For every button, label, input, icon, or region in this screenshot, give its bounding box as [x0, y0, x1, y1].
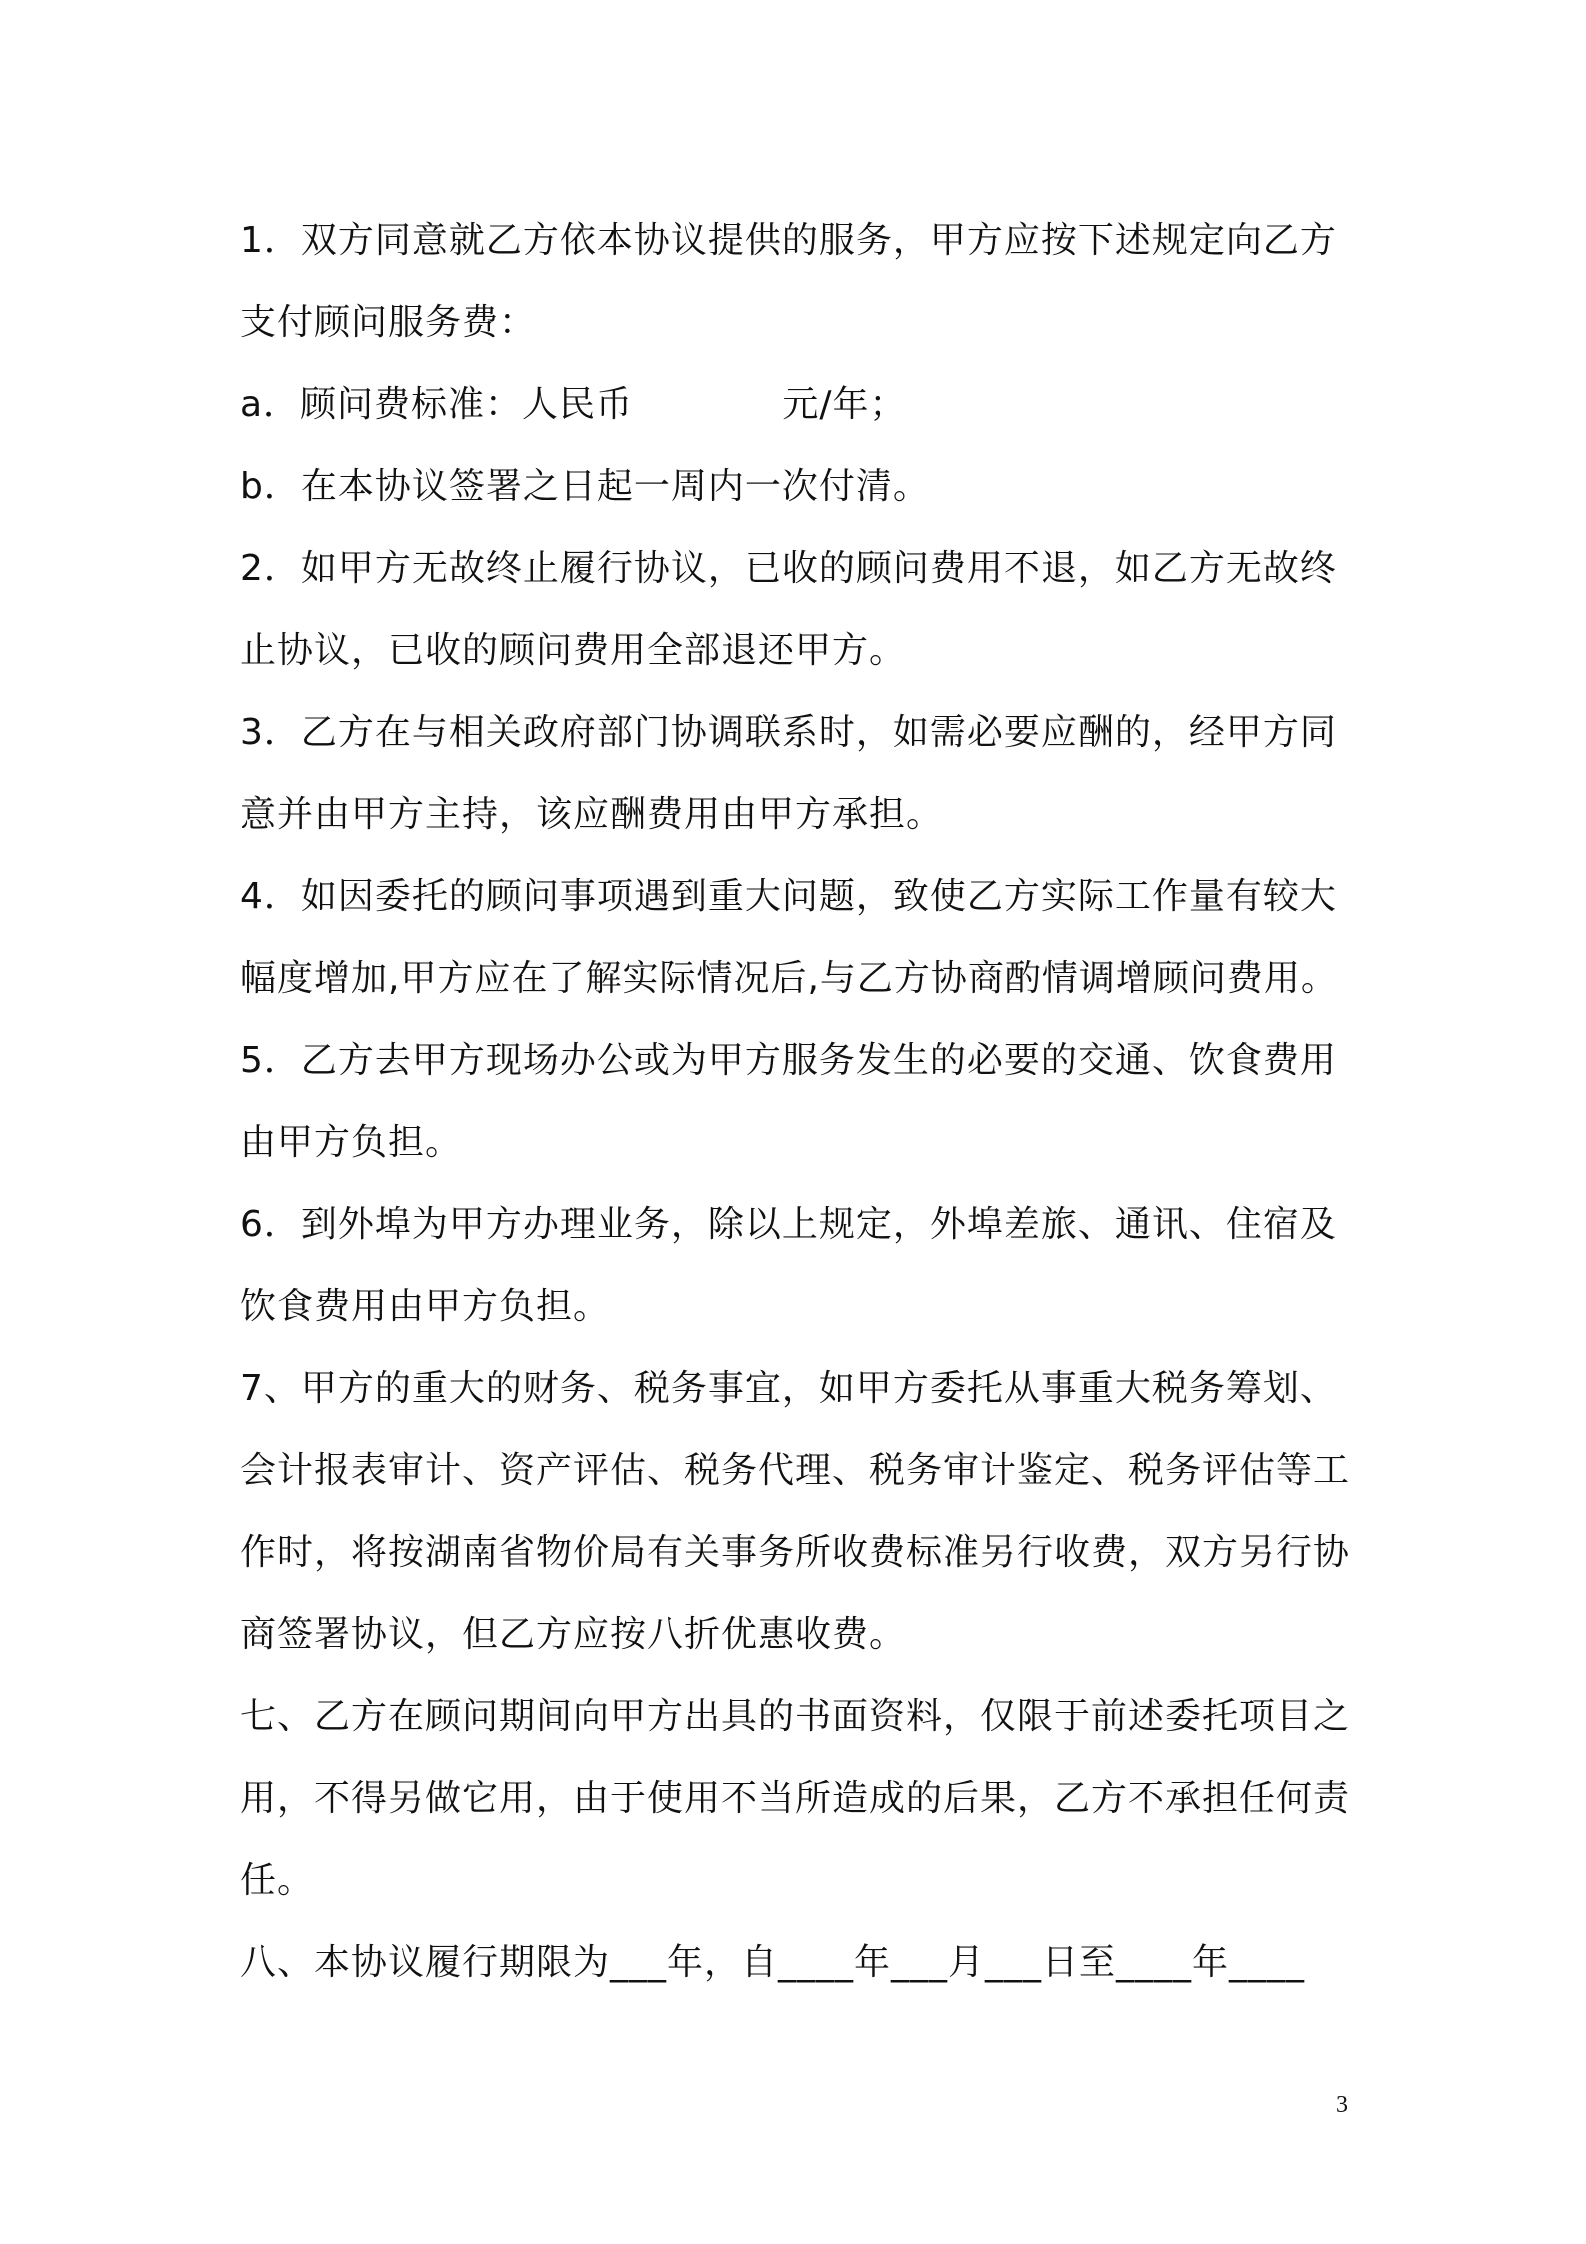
text-line: 作时，将按湖南省物价局有关事务所收费标准另行收费，双方另行协	[240, 1532, 1351, 1573]
text-line: 止协议，已收的顾问费用全部退还甲方。	[240, 630, 907, 671]
text-line: 由甲方负担。	[240, 1122, 463, 1163]
text-line: b．在本协议签署之日起一周内一次付清。	[240, 466, 930, 507]
text-line: 7、甲方的重大的财务、税务事宜，如甲方委托从事重大税务筹划、	[240, 1368, 1337, 1409]
text-line: 4．如因委托的顾问事项遇到重大问题，致使乙方实际工作量有较大	[240, 876, 1337, 917]
document-body	[240, 200, 1360, 2004]
text-line: 幅度增加,甲方应在了解实际情况后,与乙方协商酌情调增顾问费用。	[240, 958, 1338, 999]
text-line: 八、本协议履行期限为___年，自____年___月___日至____年____	[240, 1942, 1306, 1983]
text-line: 任。	[240, 1860, 315, 1901]
text-line: 七、乙方在顾问期间向甲方出具的书面资料，仅限于前述委托项目之	[240, 1696, 1351, 1737]
text-line: 1．双方同意就乙方依本协议提供的服务，甲方应按下述规定向乙方	[240, 220, 1337, 261]
text-line: 用，不得另做它用，由于使用不当所造成的后果，乙方不承担任何责	[240, 1778, 1351, 1819]
text-line: 3．乙方在与相关政府部门协调联系时，如需必要应酬的，经甲方同	[240, 712, 1337, 753]
text-line: a．顾问费标准：人民币 元/年；	[240, 384, 907, 425]
text-line: 意并由甲方主持，该应酬费用由甲方承担。	[240, 794, 944, 835]
text-line: 5．乙方去甲方现场办公或为甲方服务发生的必要的交通、饮食费用	[240, 1040, 1337, 1081]
text-line: 支付顾问服务费：	[240, 302, 537, 343]
text-line: 会计报表审计、资产评估、税务代理、税务审计鉴定、税务评估等工	[240, 1450, 1351, 1491]
page-number: 3	[1336, 2092, 1348, 2118]
text-line: 商签署协议，但乙方应按八折优惠收费。	[240, 1614, 907, 1655]
text-line: 6．到外埠为甲方办理业务，除以上规定，外埠差旅、通讯、住宿及	[240, 1204, 1337, 1245]
text-line: 2．如甲方无故终止履行协议，已收的顾问费用不退，如乙方无故终	[240, 548, 1337, 589]
text-line: 饮食费用由甲方负担。	[240, 1286, 611, 1327]
